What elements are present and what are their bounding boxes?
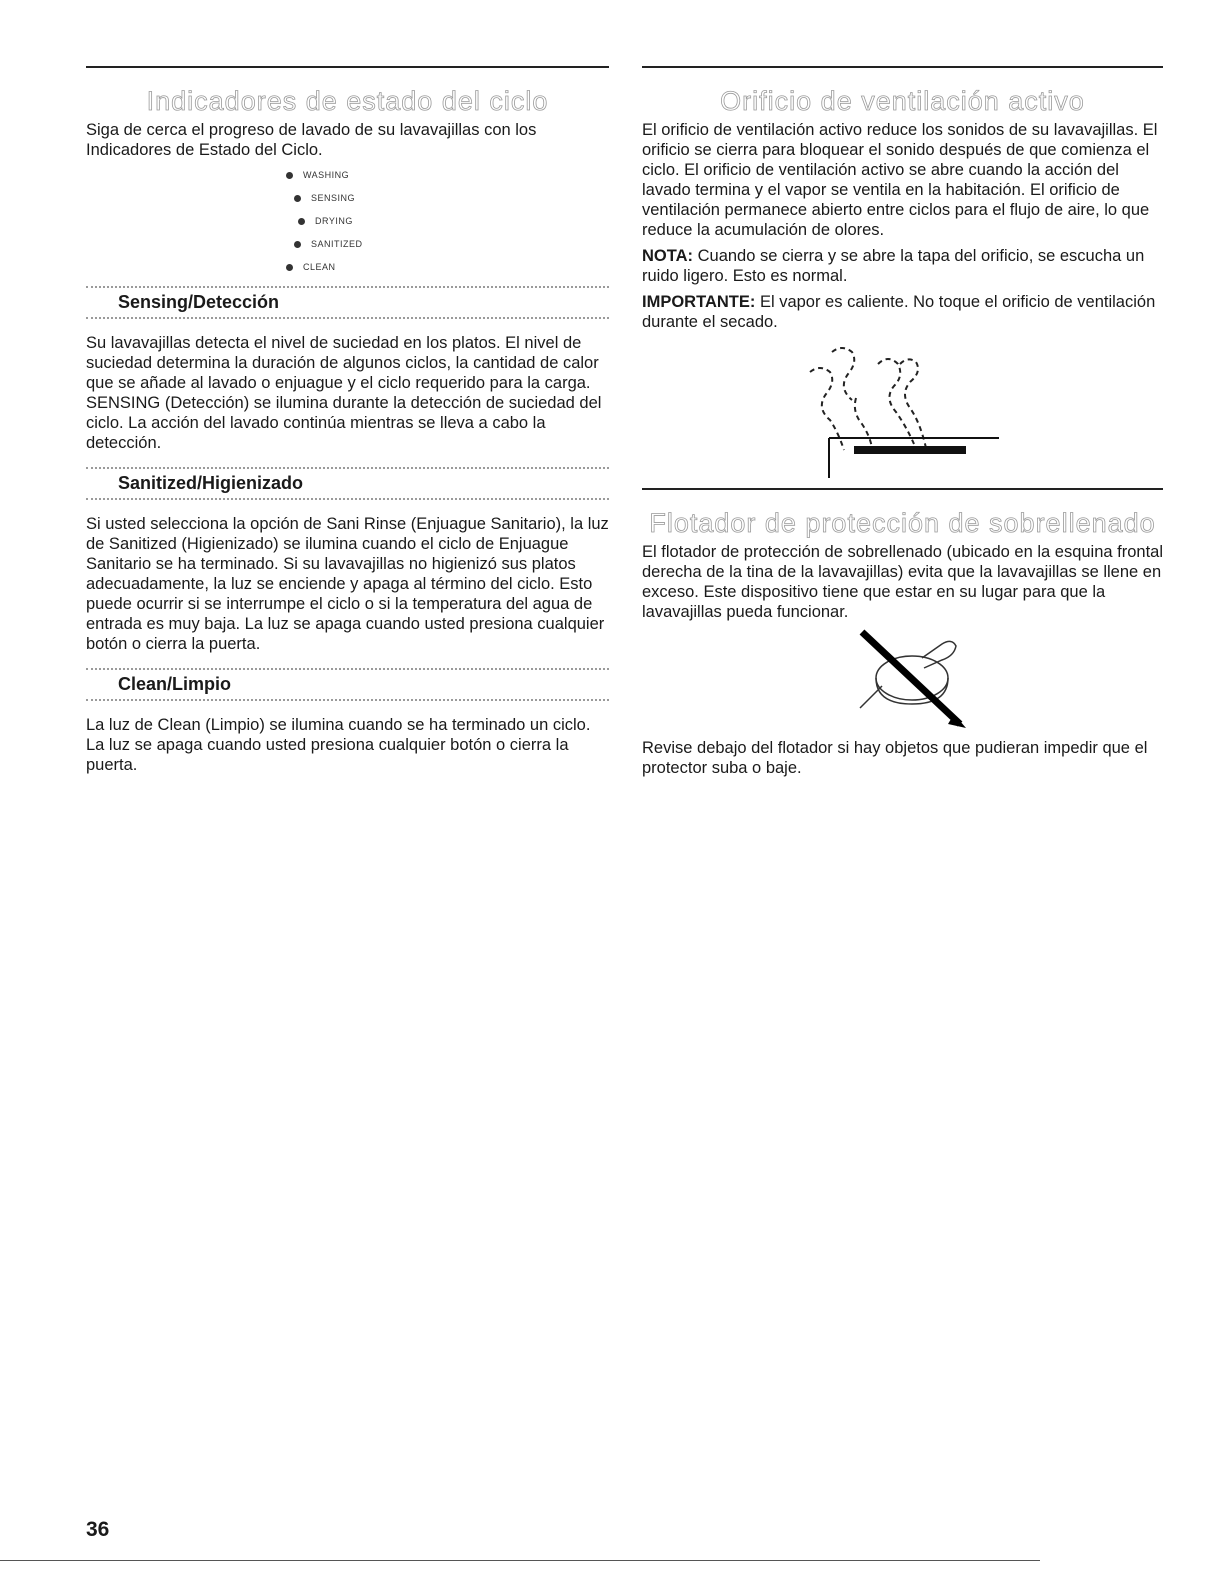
indicator-light-icon xyxy=(286,172,293,179)
sanitized-section xyxy=(86,467,609,654)
dotted-divider xyxy=(86,467,609,469)
float-no-obstruction-icon xyxy=(642,628,1163,728)
vent-body: El orificio de ventilación activo reduce los sonidos de su lavavajillas. El orificio se cierra para bloquear el sonido después de que comienza el ciclo. El orificio de ventilación activo se abre cuando la acción del lavado termina y el vapor se ventila en la habitación. El orificio de ventilación permanece abierto entre ciclos para el flujo de aire, lo que reduce la acumulación de olores. xyxy=(642,121,1158,239)
dotted-divider xyxy=(86,668,609,670)
vent-important xyxy=(642,292,1163,332)
clean-section xyxy=(86,668,609,775)
sanitized-body: Si usted selecciona la opción de Sani Rinse (Enjuague Sanitario), la luz de Sanitized (Higienizado) se ilumina cuando el ciclo de Enjuague Sanitario se ha terminado. Si su lavavajillas no higienizó sus platos adecuadamente, la luz se enciende y apaga al término del ciclo. Esto puede ocurrir si se interrumpe el ciclo o si la temperatura del agua de entrada es muy baja. La luz se apaga cuando usted presiona cualquier botón o cierra la puerta. xyxy=(86,515,609,653)
float-illustration xyxy=(642,628,1163,728)
note-text: Cuando se cierra y se abre la tapa del orificio, se escucha un ruido ligero. Esto es normal. xyxy=(642,247,1145,285)
dotted-divider xyxy=(86,317,609,319)
bottom-rule xyxy=(0,1560,1040,1561)
section-rule xyxy=(642,488,1163,490)
indicator-light-icon xyxy=(298,218,305,225)
steam-vent-icon xyxy=(642,338,1163,478)
indicator-drying: DRYING xyxy=(298,216,353,226)
important-text: El vapor es caliente. No toque el orificio de ventilación durante el secado. xyxy=(642,293,1156,331)
left-column xyxy=(86,66,609,789)
sensing-section xyxy=(86,286,609,453)
sensing-body: Su lavavajillas detecta el nivel de suciedad en los platos. El nivel de suciedad determina la duración de algunos ciclos, la cantidad de calor que se añade al lavado o enjuague y el ciclo requerido para la carga. SENSING (Detección) se ilumina durante la detección de suciedad del ciclo. La acción del lavado continúa mientras se lleva a cabo la detección. xyxy=(86,334,602,452)
cycle-status-intro: Siga de cerca el progreso de lavado de su lavavajillas con los Indicadores de Estado del Ciclo. xyxy=(86,121,537,159)
vent-steam-illustration xyxy=(642,338,1163,478)
important-label: IMPORTANTE: xyxy=(642,293,756,311)
status-indicator-panel xyxy=(86,166,609,276)
section-rule xyxy=(86,66,609,68)
section-rule xyxy=(642,66,1163,68)
indicator-washing: WASHING xyxy=(286,170,349,180)
sensing-heading: Sensing/Detección xyxy=(118,292,280,312)
clean-body: La luz de Clean (Limpio) se ilumina cuando se ha terminado un ciclo. La luz se apaga cuando usted presiona cualquier botón o cierra la puerta. xyxy=(86,716,591,774)
dotted-divider xyxy=(86,699,609,701)
float-title: Flotador de protección de sobrellenado xyxy=(649,508,1156,538)
indicator-light-icon xyxy=(294,241,301,248)
indicator-light-icon xyxy=(286,264,293,271)
clean-heading: Clean/Limpio xyxy=(118,674,232,694)
indicator-sanitized: SANITIZED xyxy=(294,239,363,249)
page-number: 36 xyxy=(86,1518,110,1541)
vent-note xyxy=(642,246,1163,286)
dotted-divider xyxy=(86,286,609,288)
indicator-light-icon xyxy=(294,195,301,202)
note-label: NOTA: xyxy=(642,247,694,265)
indicator-clean: CLEAN xyxy=(286,262,336,272)
float-body: El flotador de protección de sobrellenado (ubicado en la esquina frontal derecha de la tina de la lavavajillas) evita que la lavavajillas se llene en exceso. Este dispositivo tiene que estar en su lugar para que la lavavajillas pueda funcionar. xyxy=(642,543,1164,621)
vent-title: Orificio de ventilación activo xyxy=(720,86,1085,116)
dotted-divider xyxy=(86,498,609,500)
indicator-sensing: SENSING xyxy=(294,193,355,203)
float-after-text: Revise debajo del flotador si hay objetos que pudieran impedir que el protector suba o baje. xyxy=(642,739,1148,777)
right-column xyxy=(642,66,1163,784)
cycle-status-title: Indicadores de estado del ciclo xyxy=(146,86,549,116)
sanitized-heading: Sanitized/Higienizado xyxy=(118,473,304,493)
